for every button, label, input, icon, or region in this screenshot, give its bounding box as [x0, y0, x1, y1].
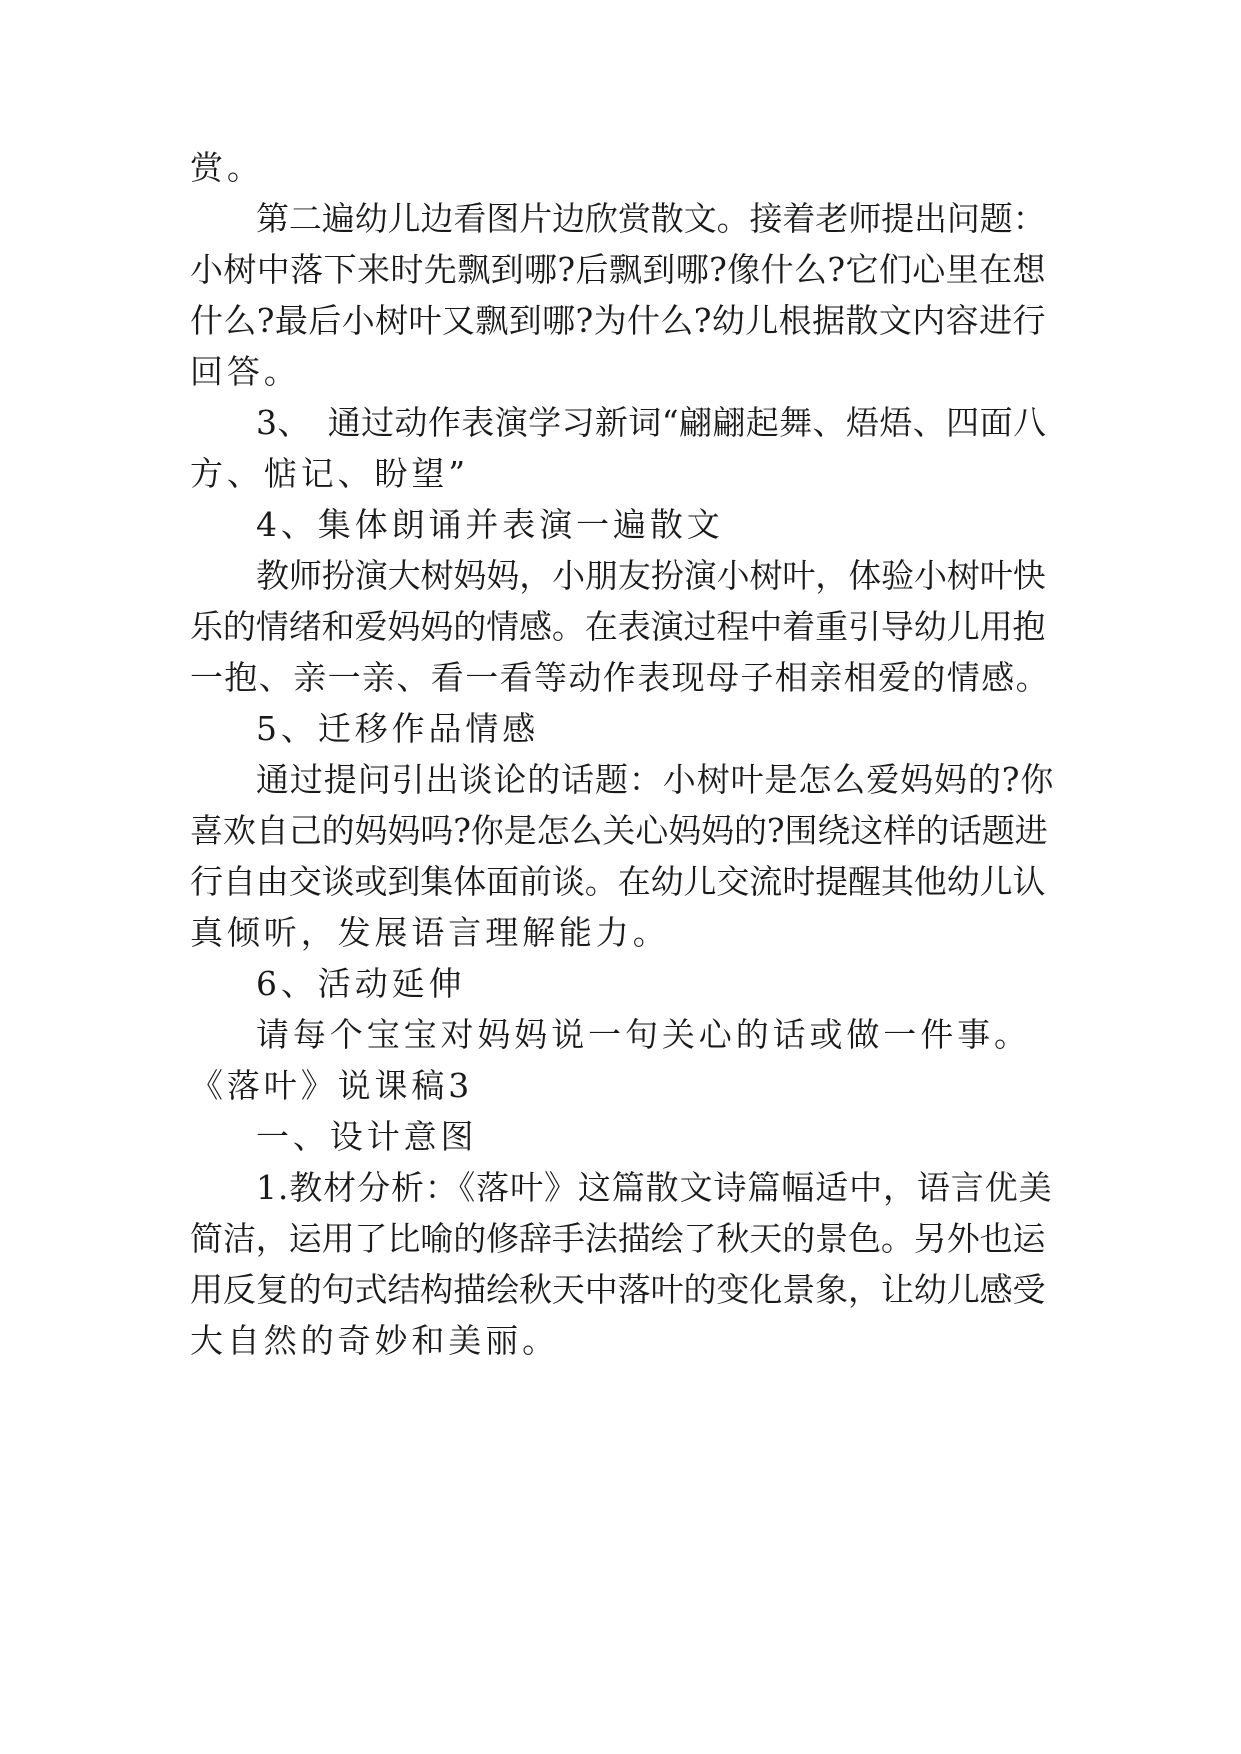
text-line: 教师扮演大树妈妈，小朋友扮演小树叶，体验小树叶快 [256, 556, 1046, 595]
text-line: 6、活动延伸 [256, 964, 466, 1003]
text-line: 3、 通过动作表演学习新词“翩翩起舞、焐焐、四面八 [256, 403, 1047, 442]
text-line: 简洁，运用了比喻的修辞手法描绘了秋天的景色。另外也运 [190, 1219, 1046, 1258]
text-line: 4、集体朗诵并表演一遍散文 [256, 505, 724, 544]
text-line: 乐的情绪和爱妈妈的情感。在表演过程中着重引导幼儿用抱 [190, 607, 1046, 646]
text-line: 方、惦记、盼望” [190, 454, 470, 493]
text-line: 通过提问引出谈论的话题：小树叶是怎么爱妈妈的?你 [256, 760, 1055, 799]
text-line: 第二遍幼儿边看图片边欣赏散文。接着老师提出问题： [256, 199, 1046, 238]
text-line: 喜欢自己的妈妈吗?你是怎么关心妈妈的?围绕这样的话题进 [190, 811, 1048, 850]
text-line: 小树中落下来时先飘到哪?后飘到哪?像什么?它们心里在想 [190, 250, 1046, 289]
text-line: 1.教材分析：《落叶》这篇散文诗篇幅适中，语言优美 [256, 1168, 1053, 1207]
text-line: 回答。 [190, 352, 301, 391]
text-line: 赏。 [190, 148, 264, 187]
text-line: 用反复的句式结构描绘秋天中落叶的变化景象，让幼儿感受 [190, 1270, 1046, 1309]
text-line: 行自由交谈或到集体面前谈。在幼儿交流时提醒其他幼儿认 [190, 862, 1046, 901]
text-line: 大自然的奇妙和美丽。 [190, 1321, 559, 1360]
text-line: 一抱、亲一亲、看一看等动作表现母子相亲相爱的情感。 [190, 658, 1050, 697]
text-line: 请每个宝宝对妈妈说一句关心的话或做一件事。 [256, 1015, 1031, 1054]
text-line: 真倾听，发展语言理解能力。 [190, 913, 670, 952]
section-heading: 《落叶》说课稿3 [190, 1066, 474, 1105]
text-line: 什么?最后小树叶又飘到哪?为什么?幼儿根据散文内容进行 [190, 301, 1046, 340]
text-line: 一、设计意图 [256, 1117, 478, 1156]
text-line: 5、迁移作品情感 [256, 709, 540, 748]
